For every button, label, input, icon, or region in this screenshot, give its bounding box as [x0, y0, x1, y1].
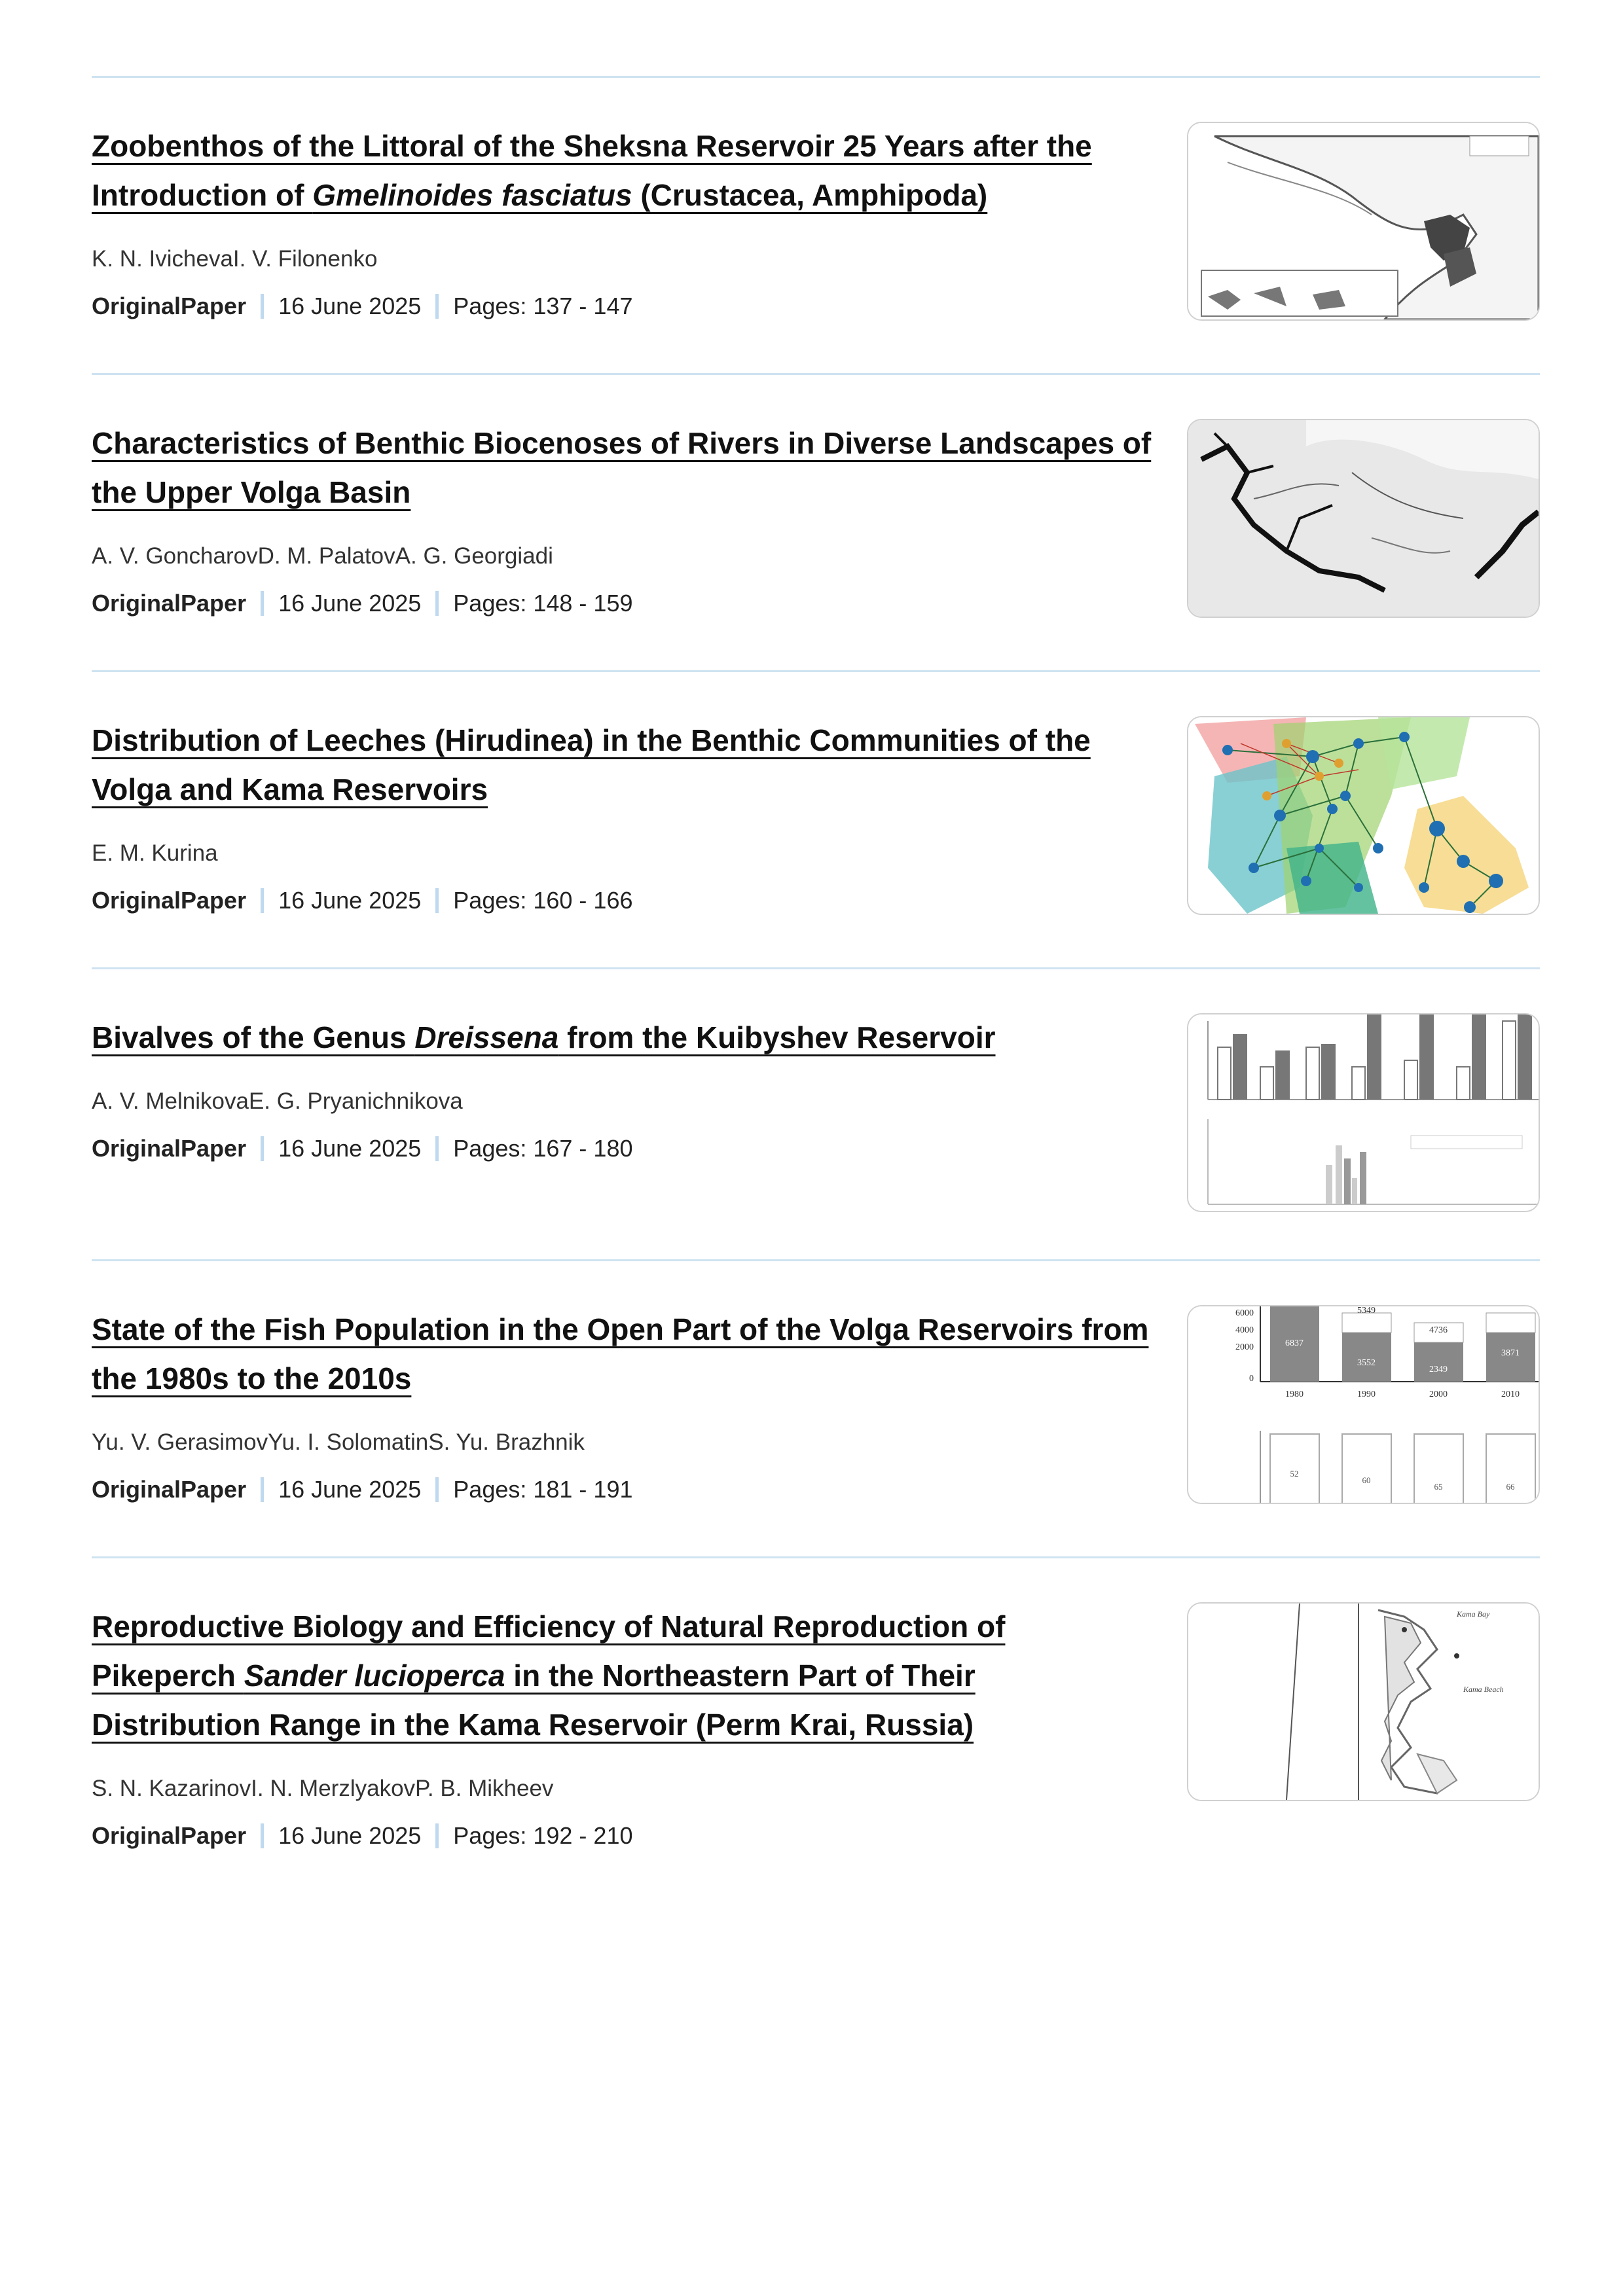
meta-separator: [261, 888, 264, 913]
map-label: Kama Beach: [1463, 1685, 1504, 1694]
article-authors: K. N. IvichevaI. V. Filonenko: [92, 246, 378, 272]
article-thumbnail-map[interactable]: [1187, 122, 1540, 321]
article-pages: Pages: 181 - 191: [453, 1476, 633, 1503]
y-tick: 2000: [1235, 1342, 1254, 1352]
meta-separator: [435, 591, 439, 616]
bar-label: 52: [1290, 1469, 1299, 1479]
bar-label: 6837: [1285, 1338, 1304, 1348]
divider: [92, 1259, 1540, 1261]
article-type: OriginalPaper: [92, 1822, 247, 1849]
meta-separator: [435, 1823, 439, 1848]
article-thumbnail-chart[interactable]: [1187, 1305, 1540, 1504]
article-type: OriginalPaper: [92, 887, 247, 914]
article-pages: Pages: 192 - 210: [453, 1822, 633, 1849]
meta-separator: [261, 294, 264, 319]
article-pages: Pages: 167 - 180: [453, 1135, 633, 1162]
article-title: [92, 1602, 1152, 1749]
article-type: OriginalPaper: [92, 293, 247, 319]
bar-label: 65: [1434, 1482, 1443, 1492]
meta-separator: [261, 1823, 264, 1848]
meta-separator: [435, 888, 439, 913]
meta-separator: [261, 591, 264, 616]
article-title-link[interactable]: Bivalves of the Genus Dreissena from the Kuibyshev Reservoir: [92, 1020, 996, 1054]
article-date: 16 June 2025: [278, 590, 422, 617]
divider: [92, 967, 1540, 969]
article-type: OriginalPaper: [92, 1476, 247, 1503]
article-meta: [92, 1821, 1540, 1850]
article-authors: A. V. GoncharovD. M. PalatovA. G. Georgiadi: [92, 543, 553, 569]
bar-label: 2349: [1429, 1365, 1448, 1374]
article-title: [92, 716, 1152, 814]
article-authors: S. N. KazarinovI. N. MerzlyakovP. B. Mikheev: [92, 1776, 554, 1801]
y-tick: 4000: [1235, 1325, 1254, 1335]
article-title-link[interactable]: Distribution of Leeches (Hirudinea) in the Benthic Communities of the Volga and Kama Reservoirs: [92, 723, 1091, 806]
article-title: [92, 419, 1152, 517]
divider: [92, 1556, 1540, 1558]
divider: [92, 670, 1540, 672]
article-title: [92, 1305, 1152, 1403]
article-authors: A. V. MelnikovaE. G. Pryanichnikova: [92, 1088, 463, 1114]
bar-label: 3871: [1501, 1348, 1520, 1358]
meta-separator: [435, 1136, 439, 1161]
x-tick: 1990: [1357, 1390, 1376, 1399]
article-title-link[interactable]: Zoobenthos of the Littoral of the Sheksna Reservoir 25 Years after the Introduction of Gmelinoides fasciatus (Crustacea, Amphipoda): [92, 129, 1092, 212]
x-tick: 2000: [1429, 1390, 1448, 1399]
article-date: 16 June 2025: [278, 293, 422, 319]
y-tick: 6000: [1235, 1308, 1254, 1318]
article-title: [92, 1013, 1152, 1062]
meta-separator: [435, 1477, 439, 1502]
article-type: OriginalPaper: [92, 590, 247, 617]
article-pages: Pages: 160 - 166: [453, 887, 633, 914]
article-pages: Pages: 137 - 147: [453, 293, 633, 319]
y-tick: 0: [1249, 1374, 1254, 1384]
divider: [92, 373, 1540, 375]
article-thumbnail-network[interactable]: [1187, 716, 1540, 915]
meta-separator: [261, 1477, 264, 1502]
article-date: 16 June 2025: [278, 887, 422, 914]
article-date: 16 June 2025: [278, 1822, 422, 1849]
article-title-link[interactable]: Characteristics of Benthic Biocenoses of Rivers in Diverse Landscapes of the Upper Volga Basin: [92, 426, 1152, 509]
article-pages: Pages: 148 - 159: [453, 590, 633, 617]
article-title-link[interactable]: State of the Fish Population in the Open Part of the Volga Reservoirs from the 1980s to the 2010s: [92, 1312, 1149, 1395]
article-thumbnail-map[interactable]: [1187, 419, 1540, 618]
bar-label: 3552: [1357, 1358, 1376, 1368]
meta-separator: [261, 1136, 264, 1161]
bar-label: 60: [1362, 1475, 1371, 1485]
article-title-link[interactable]: Reproductive Biology and Efficiency of Natural Reproduction of Pikeperch Sander lucioperca in the Northeastern Part of Their Distribution Range in the Kama Reservoir (Perm Krai, Russia): [92, 1609, 1006, 1742]
bar-label: 5349: [1357, 1306, 1376, 1316]
divider: [92, 76, 1540, 78]
x-tick: 1980: [1285, 1390, 1304, 1399]
bar-label: 4736: [1429, 1325, 1448, 1335]
bar-label: 66: [1506, 1482, 1515, 1492]
map-label: Kama Bay: [1457, 1609, 1490, 1619]
x-tick: 2010: [1501, 1390, 1520, 1399]
article-thumbnail-map[interactable]: [1187, 1602, 1540, 1801]
article-date: 16 June 2025: [278, 1135, 422, 1162]
article-authors: E. M. Kurina: [92, 840, 218, 866]
meta-separator: [435, 294, 439, 319]
article-authors: Yu. V. GerasimovYu. I. SolomatinS. Yu. Brazhnik: [92, 1429, 585, 1455]
article-thumbnail-chart[interactable]: [1187, 1013, 1540, 1212]
article-date: 16 June 2025: [278, 1476, 422, 1503]
article-type: OriginalPaper: [92, 1135, 247, 1162]
article-title: [92, 122, 1152, 220]
